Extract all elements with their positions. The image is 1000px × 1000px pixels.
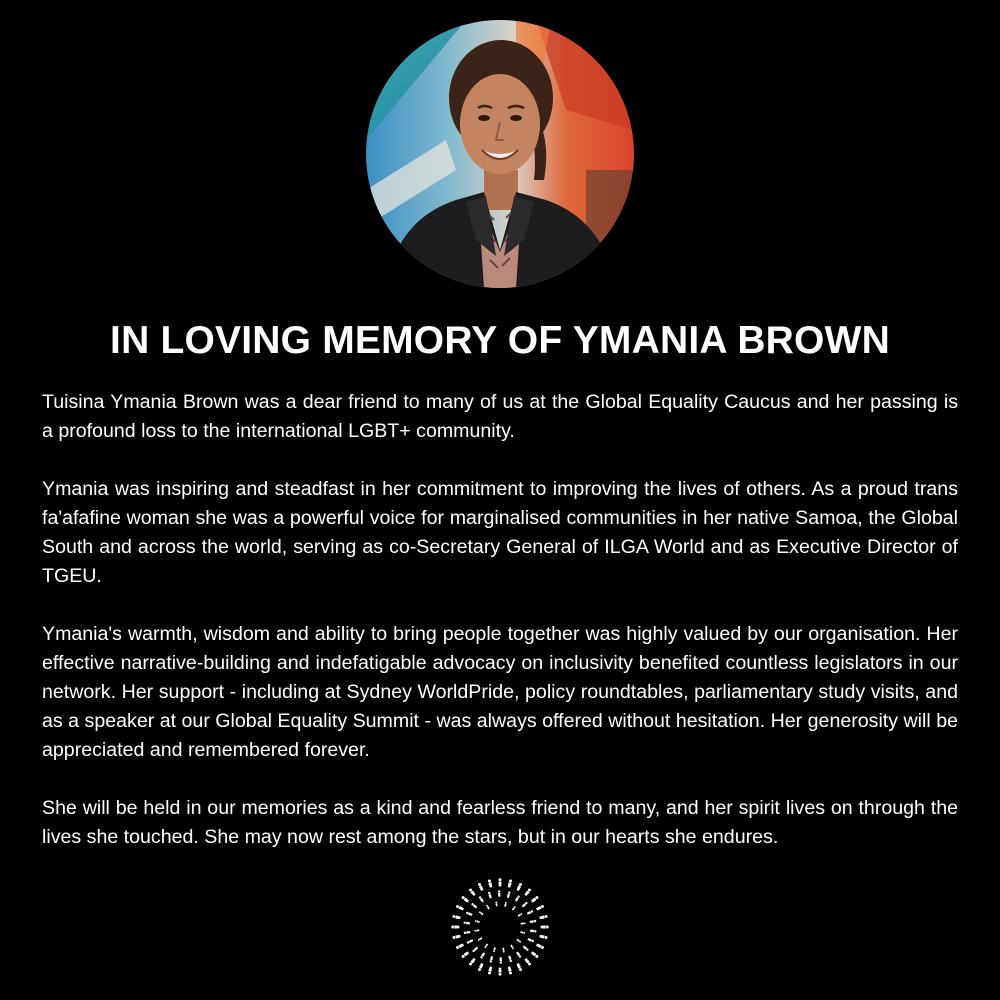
logo-figure bbox=[488, 966, 493, 975]
logo-figure bbox=[531, 895, 539, 903]
logo-figure bbox=[536, 943, 545, 949]
logo-figure bbox=[463, 921, 470, 924]
logo-figure bbox=[498, 878, 501, 886]
logo-figure bbox=[524, 888, 532, 896]
logo-figure bbox=[510, 944, 514, 949]
logo-figure bbox=[475, 920, 480, 923]
logo-figure bbox=[524, 958, 532, 966]
logo-figure bbox=[471, 903, 478, 909]
page-title: IN LOVING MEMORY OF YMANIA BROWN bbox=[110, 319, 890, 362]
logo-figure bbox=[455, 904, 464, 910]
logo-figure bbox=[498, 968, 501, 976]
logo-figure bbox=[477, 882, 483, 891]
logo-figure bbox=[452, 915, 461, 920]
logo-figure bbox=[541, 925, 549, 928]
logo-figure bbox=[477, 937, 482, 941]
logo-figure bbox=[479, 911, 484, 915]
paragraph-2: Ymania was inspiring and steadfast in her commitment to improving the lives of others. As a proud trans fa'afafine woman she was a powerful voice for marginalised communities in her native Samoa, the Global South and across the world, serving as co-Secretary General of ILGA World and as Executive Director of TGEU. bbox=[42, 478, 958, 587]
logo-figure bbox=[507, 879, 512, 888]
logo-figure bbox=[468, 888, 476, 896]
logo-figure bbox=[488, 892, 492, 899]
logo-figure bbox=[499, 957, 502, 964]
logo-figure bbox=[507, 891, 511, 898]
logo-figure bbox=[488, 879, 493, 888]
logo-figure bbox=[516, 882, 522, 891]
logo-figure bbox=[466, 911, 473, 916]
logo-figure bbox=[512, 906, 516, 911]
logo-figure bbox=[461, 951, 469, 959]
logo-figure bbox=[504, 902, 507, 907]
logo-figure bbox=[468, 958, 476, 966]
logo-figure bbox=[452, 934, 461, 939]
portrait-illustration bbox=[366, 20, 634, 288]
logo-figure bbox=[451, 925, 459, 928]
logo-figure bbox=[466, 939, 473, 944]
logo-figure bbox=[522, 901, 529, 907]
logo-figure bbox=[517, 913, 522, 917]
logo-figure bbox=[493, 947, 496, 952]
logo-figure bbox=[507, 966, 512, 975]
tribute-text bbox=[42, 388, 958, 881]
logo-figure bbox=[530, 929, 537, 932]
logo-figure bbox=[523, 945, 530, 951]
logo-figure bbox=[516, 939, 521, 943]
logo-figure bbox=[461, 895, 469, 903]
logo-figure bbox=[527, 910, 534, 915]
logo-figure bbox=[474, 929, 479, 932]
logo-figure bbox=[515, 895, 521, 902]
logo-figure bbox=[530, 920, 537, 924]
paragraph-3: Ymania's warmth, wisdom and ability to bring people together was highly valued by our organisation. Her effective narrative-building and indefatigable advocacy on inclusivity benefited countless legislators in our network. Her support - including at Sydney WorldPride, policy roundtables, parliamentary study visits, and as a speaker at our Global Equality Summit - was always offered without hesitation. Her generosity will be appreciated and remembered forever. bbox=[42, 623, 958, 761]
logo-figure bbox=[472, 946, 479, 952]
logo-figure bbox=[455, 943, 464, 949]
logo-figure bbox=[478, 896, 484, 903]
logo-figure bbox=[531, 951, 539, 959]
portrait-photo bbox=[366, 20, 634, 288]
people-circle-logo-icon bbox=[449, 876, 551, 978]
logo-figure bbox=[521, 922, 526, 925]
logo-figure bbox=[464, 931, 471, 935]
logo-figure bbox=[527, 938, 534, 943]
logo-figure bbox=[536, 904, 545, 910]
logo-figure bbox=[539, 934, 548, 939]
logo-figure bbox=[508, 955, 512, 962]
logo-figure bbox=[502, 948, 505, 953]
logo-figure bbox=[516, 951, 522, 958]
logo-figure bbox=[495, 901, 498, 906]
logo-figure bbox=[484, 943, 488, 948]
logo-figure bbox=[539, 915, 548, 920]
logo-figure bbox=[480, 952, 486, 959]
logo-figure bbox=[520, 931, 525, 934]
logo-figure bbox=[486, 904, 490, 909]
logo-figure bbox=[477, 963, 483, 972]
logo-figure bbox=[498, 890, 501, 897]
paragraph-1: Tuisina Ymania Brown was a dear friend to many of us at the Global Equality Caucus and her passing is a profound loss to the international LGBT+ community. bbox=[42, 391, 958, 442]
logo-figure bbox=[516, 963, 522, 972]
logo-figure bbox=[489, 956, 493, 963]
paragraph-4: She will be held in our memories as a kind and fearless friend to many, and her spirit lives on through the lives she touched. She may now rest among the stars, but in our hearts she endures. bbox=[42, 797, 958, 848]
